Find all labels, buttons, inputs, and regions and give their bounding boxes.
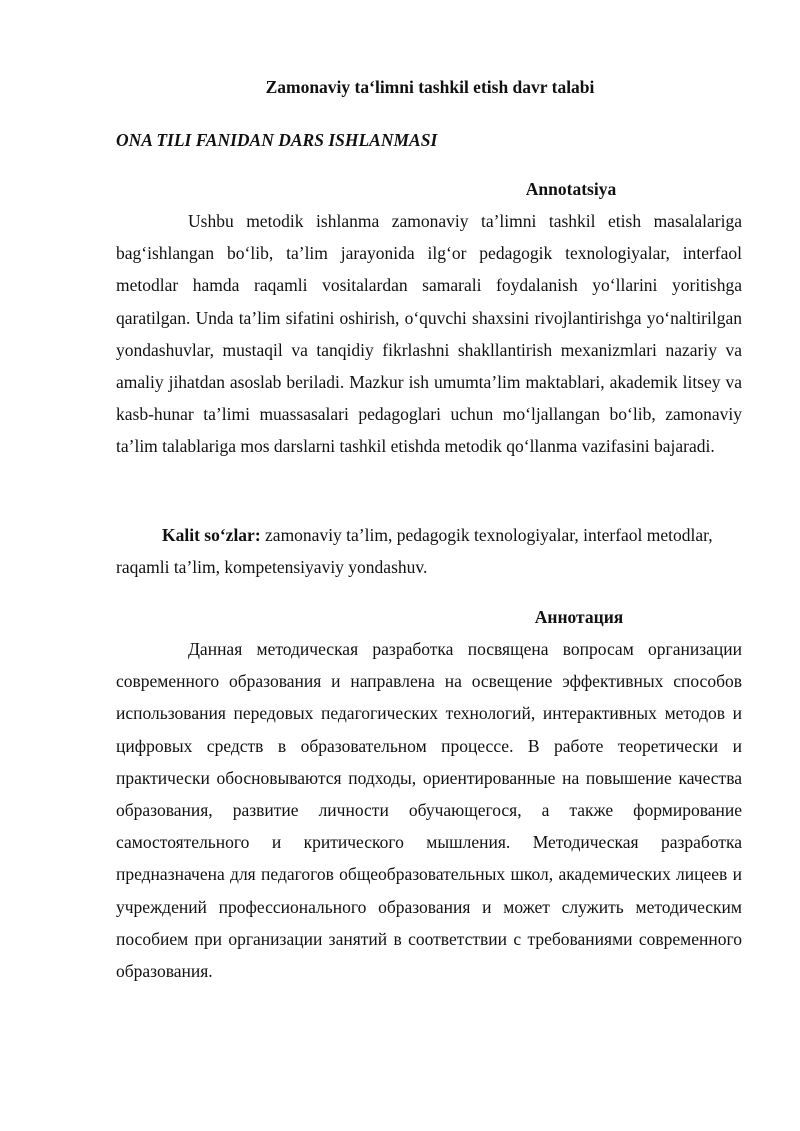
ru-annotation-text: Данная методическая разработка посвящена вопросам организации современного образования и направлена на освещение эффективных способов использования передовых педагогических технологий, интерактивных методов и цифровых средств в образовательном процессе. В работе теоретически и практически обосновываются подходы, ориентированные на повышение качества образования, развитие личности обучающегося, а также формирование самостоятельного и критического мышления. Методическая разработка предназначена для педагогов общеобразовательных школ, академических лицеев и учреждений профессионального образования и может служить методическим пособием при организации занятий в соответствии с требованиями современного образования.	[116, 639, 742, 982]
keywords-label: Kalit so‘zlar:	[162, 525, 261, 545]
keywords-paragraph	[116, 519, 742, 583]
ru-annotation-heading: Аннотация	[534, 607, 624, 627]
document-subtitle: ONA TILI FANIDAN DARS ISHLANMASI	[116, 130, 438, 150]
keywords-text: zamonaviy ta’lim, pedagogik texnologiyalar, interfaol metodlar, raqamli ta’lim, kompetensiyaviy yondashuv.	[116, 525, 713, 578]
uz-annotation-heading: Annotatsiya	[525, 179, 617, 199]
uz-annotation-text: Ushbu metodik ishlanma zamonaviy ta’limni tashkil etish masalalariga bag‘ishlangan bo‘lib, ta’lim jarayonida ilg‘or pedagogik texnologiyalar, interfaol metodlar hamda raqamli vositalardan samarali foydalanish yo‘llarini yoritishga qaratilgan. Unda ta’lim sifatini oshirish, o‘quvchi shaxsini rivojlantirishga yo‘naltirilgan yondashuvlar, mustaqil va tanqidiy fikrlashni shakllantirish mexanizmlari nazariy va amaliy jihatdan asoslab beriladi. Mazkur ish umumta’lim maktablari, akademik litsey va kasb-hunar ta’limi muassasalari pedagoglari uchun mo‘ljallangan bo‘lib, zamonaviy ta’lim talablariga mos darslarni tashkil etishda metodik qo‘llanma vazifasini bajaradi.	[116, 211, 742, 457]
document-title: Zamonaviy ta‘limni tashkil etish davr talabi	[265, 77, 595, 97]
